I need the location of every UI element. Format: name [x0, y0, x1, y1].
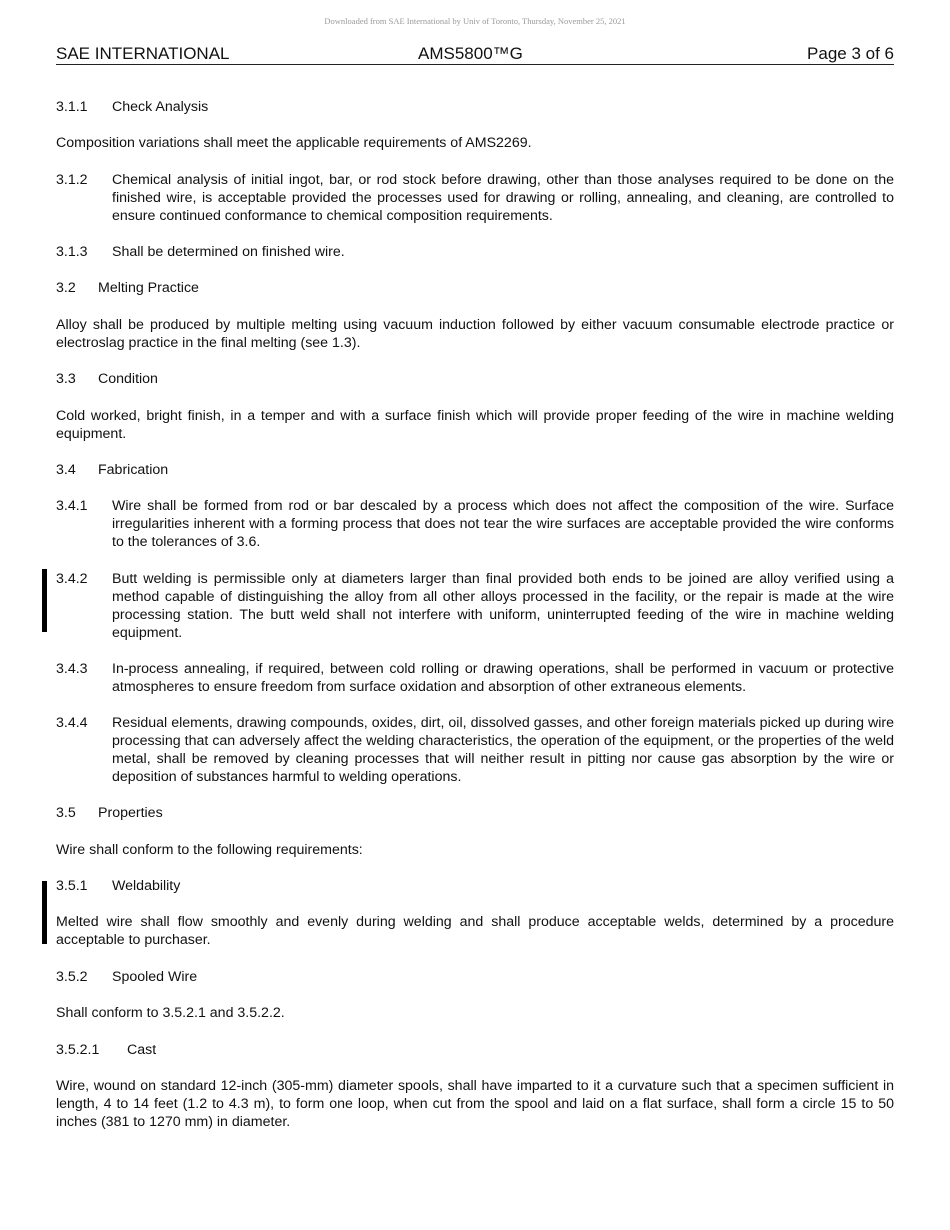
section-number-3-5: 3.5: [56, 805, 76, 821]
paragraph-spooled-wire: Shall conform to 3.5.2.1 and 3.5.2.2.: [56, 1005, 285, 1021]
section-number-3-2: 3.2: [56, 280, 76, 296]
section-title-spooled-wire: Spooled Wire: [112, 969, 198, 985]
section-number-3-1-1: 3.1.1: [56, 99, 88, 115]
header-page-number: Page 3 of 6: [807, 44, 894, 63]
revision-change-bar: [42, 881, 47, 944]
paragraph-3-4-3: In-process annealing, if required, between cold rolling or drawing operations, shall be performed in vacuum or protective atmospheres to ensure freedom from surface oxidation and absorption of other extraneous elements.: [112, 661, 894, 695]
paragraph-properties: Wire shall conform to the following requirements:: [56, 842, 363, 858]
paragraph-3-1-3: Shall be determined on finished wire.: [112, 244, 345, 260]
paragraph-3-1-2: Chemical analysis of initial ingot, bar, or rod stock before drawing, other than those analyses required to be done on the finished wire, is acceptable provided the processes used for drawing or rolling, annealing, and cleaning, are controlled to ensure continued conformance to chemical composition requirements.: [112, 172, 894, 224]
paragraph-weldability: Melted wire shall flow smoothly and evenly during welding and shall produce acceptable welds, determined by a procedure acceptable to purchaser.: [56, 914, 894, 948]
paragraph-check-analysis: Composition variations shall meet the applicable requirements of AMS2269.: [56, 135, 532, 151]
header-doc-id: AMS5800™G: [418, 44, 523, 63]
section-number-3-4-4: 3.4.4: [56, 715, 88, 731]
paragraph-3-4-4: Residual elements, drawing compounds, oxides, dirt, oil, dissolved gasses, and other foreign materials picked up during wire processing that can adversely affect the welding characteristics, the operation of the equipment, or the properties of the weld metal, shall be removed by cleaning processes that will neither result in pitting nor cause gas absorption by the wire or deposition of substances harmful to welding operations.: [112, 715, 894, 785]
download-watermark: Downloaded from SAE International by Univ of Toronto, Thursday, November 25, 2021: [324, 16, 626, 26]
section-number-3-3: 3.3: [56, 371, 76, 387]
section-number-3-1-3: 3.1.3: [56, 244, 88, 260]
section-title-fabrication: Fabrication: [98, 462, 169, 478]
section-number-3-4-1: 3.4.1: [56, 498, 88, 514]
section-number-3-5-1: 3.5.1: [56, 878, 88, 894]
paragraph-melting-practice: Alloy shall be produced by multiple melting using vacuum induction followed by either vacuum consumable electrode practice or electroslag practice in the final melting (see 1.3).: [56, 317, 894, 351]
section-title-check-analysis: Check Analysis: [112, 99, 209, 115]
revision-change-bar: [42, 569, 47, 632]
section-number-3-5-2: 3.5.2: [56, 969, 88, 985]
section-number-3-4: 3.4: [56, 462, 76, 478]
section-title-properties: Properties: [98, 805, 163, 821]
section-number-3-4-3: 3.4.3: [56, 661, 88, 677]
section-title-melting-practice: Melting Practice: [98, 280, 199, 296]
paragraph-condition: Cold worked, bright finish, in a temper and with a surface finish which will provide proper feeding of the wire in machine welding equipment.: [56, 408, 894, 442]
section-title-weldability: Weldability: [112, 878, 181, 894]
paragraph-3-4-2: Butt welding is permissible only at diameters larger than final provided both ends to be joined are alloy verified using a method capable of distinguishing the alloy from all other alloys processed in the facility, or the repair is made at the wire processing station. The butt weld shall not interfere with uniform, uninterrupted feeding of the wire in machine welding equipment.: [112, 571, 894, 641]
paragraph-cast: Wire, wound on standard 12-inch (305-mm) diameter spools, shall have imparted to it a curvature such that a specimen sufficient in length, 4 to 14 feet (1.2 to 4.3 m), to form one loop, when cut from the spool and laid on a flat surface, shall form a circle 15 to 50 inches (381 to 1270 mm) in diameter.: [56, 1078, 894, 1130]
page-header: [56, 44, 894, 65]
paragraph-3-4-1: Wire shall be formed from rod or bar descaled by a process which does not affect the composition of the wire. Surface irregularities inherent with a forming process that does not tear the wire surfaces are acceptable provided the wire conforms to the tolerances of 3.6.: [112, 498, 894, 550]
header-org: SAE INTERNATIONAL: [56, 44, 230, 63]
section-title-condition: Condition: [98, 371, 158, 387]
section-number-3-5-2-1: 3.5.2.1: [56, 1042, 100, 1058]
section-number-3-1-2: 3.1.2: [56, 172, 88, 188]
section-title-cast: Cast: [127, 1042, 157, 1058]
section-number-3-4-2: 3.4.2: [56, 571, 88, 587]
